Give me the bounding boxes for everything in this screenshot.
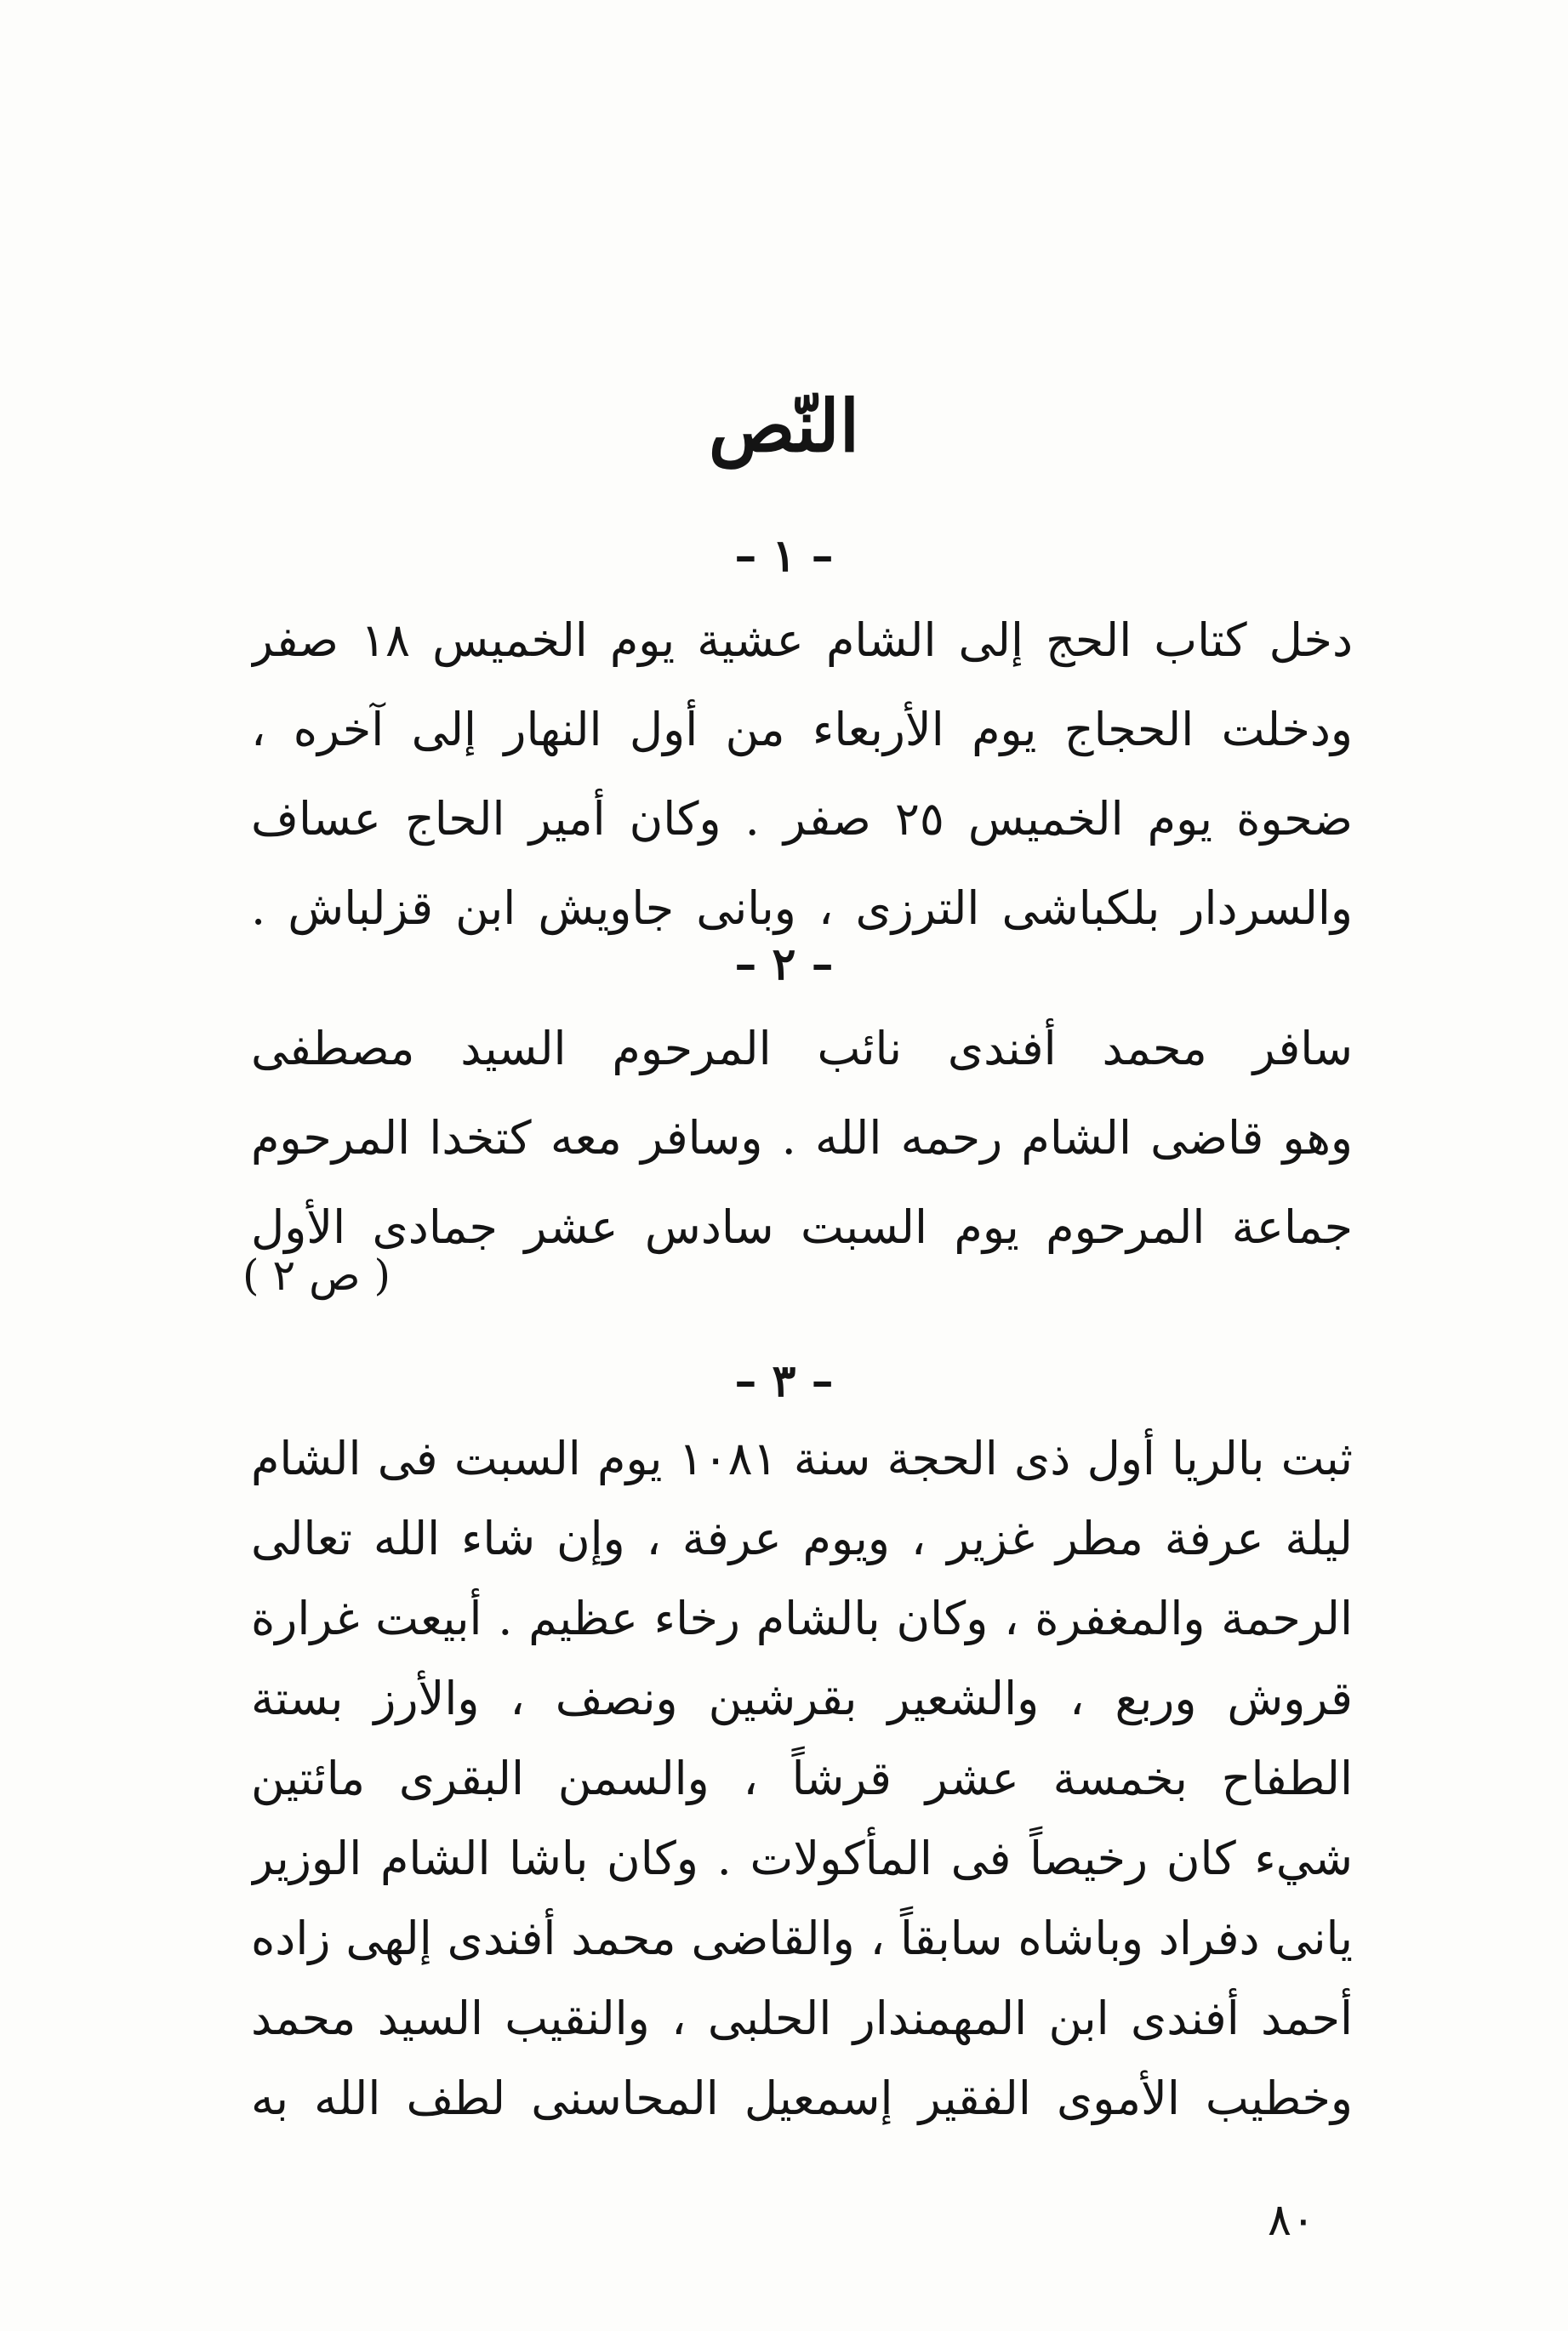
text-line: وهو قاضى الشام رحمه الله . وسافر معه كتخدا المرحوم [251,1111,1353,1165]
text-line: ليلة عرفة مطر غزير ، ويوم عرفة ، وإن شاء الله تعالى [251,1512,1353,1565]
section-number-1: – ١ – [734,530,834,582]
section-number-3: – ٣ – [734,1355,834,1407]
text-line: سافر محمد أفندى نائب المرحوم السيد مصطفى [251,1022,1353,1075]
text-line: يانى دفراد وباشاه سابقاً ، والقاضى محمد أفندى إلهى زاده [251,1912,1353,1965]
text-line: دخل كتاب الحج إلى الشام عشية يوم الخميس ١٨ صفر [251,613,1353,667]
section-2-text [251,1004,1353,1272]
text-line: جماعة المرحوم يوم السبت سادس عشر جمادى الأول [251,1200,1353,1254]
section-3-text [251,1419,1353,2139]
text-line: الرحمة والمغفرة ، وكان بالشام رخاء عظيم . أبيعت غرارة [251,1592,1353,1645]
text-line: وخطيب الأموى الفقير إسمعيل المحاسنى لطف الله به [251,2072,1353,2125]
section-number-2: – ٢ – [734,938,834,990]
page-reference: ( ص ٢ ) [242,1251,391,1300]
text-line: ثبت بالريا أول ذى الحجة سنة ١٠٨١ يوم السبت فى الشام [251,1432,1353,1485]
text-line: ضحوة يوم الخميس ٢٥ صفر . وكان أمير الحاج عساف [251,792,1353,846]
text-line: والسردار بلكباشى الترزى ، وبانى جاويش ابن قزلباش . [251,881,1353,935]
text-line: الطفاح بخمسة عشر قرشاً ، والسمن البقرى مائتين [251,1752,1353,1805]
page-number: ٨٠ [1268,2195,1315,2246]
text-line: شيء كان رخيصاً فى المأكولات . وكان باشا الشام الوزير [251,1832,1353,1885]
text-line: قروش وربع ، والشعير بقرشين ونصف ، والأرز بستة [251,1672,1353,1725]
text-line: ودخلت الحجاج يوم الأربعاء من أول النهار إلى آخره ، [251,703,1353,756]
page-title: النّص [708,384,860,468]
text-line: أحمد أفندى ابن المهمندار الحلبى ، والنقيب السيد محمد [251,1992,1353,2045]
section-1-text [251,596,1353,953]
